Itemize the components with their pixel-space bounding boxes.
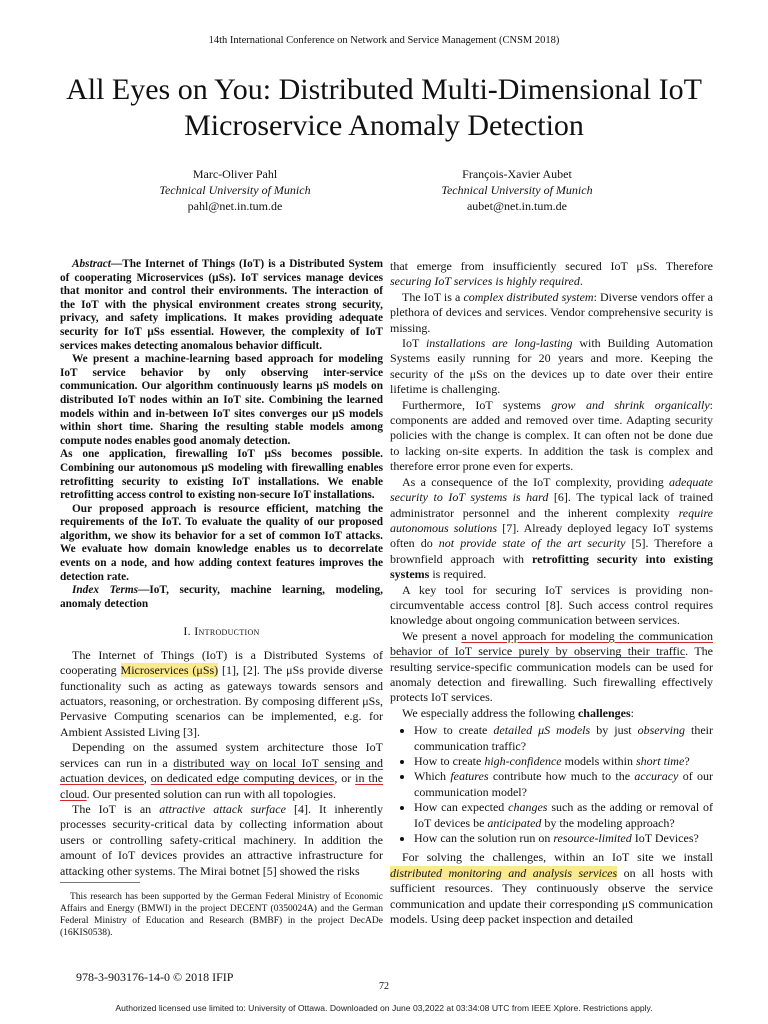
footnote [60, 891, 383, 939]
body-paragraph: IoT installations are long-lasting with Building Automation Systems easily running for 20 years and more. Keeping the security of the μSs on the devices up to date over their entire lifetime is challenging. [390, 336, 713, 397]
index-terms-label: Index Terms [72, 584, 139, 597]
challenges-list [390, 723, 713, 846]
list-item: • Which features contribute how much to the accuracy of our communication model? [414, 769, 713, 800]
highlighted-text: Microservices (μSs) [120, 663, 219, 678]
paper-title: All Eyes on You: Distributed Multi-Dimensional IoT Microservice Anomaly Detection [66, 73, 702, 142]
author-email: pahl@net.in.tum.de [187, 199, 283, 213]
footnote-divider [60, 882, 140, 883]
body-paragraph: We especially address the following challenges: [402, 705, 634, 720]
highlighted-text: distributed monitoring and analysis services [390, 865, 618, 880]
author-name: Marc-Oliver Pahl [192, 167, 278, 181]
isbn-copyright: 978-3-903176-14-0 © 2018 IFIP [76, 970, 234, 984]
author-affiliation: Technical University of Munich [441, 183, 593, 197]
index-terms: Index Terms—IoT, security, machine learning, modeling, anomaly detection [60, 584, 383, 610]
conference-header: 14th International Conference on Network and Service Management (CNSM 2018) [208, 35, 560, 46]
body-paragraph: Depending on the assumed system architecture those IoT services can run in a distributed way on local IoT sensing and actuation devices, on dedicated edge computing devices, or in the cloud. Our presented solution can run with all topologies. [60, 740, 384, 801]
footnote-text: This research has been supported by the German Federal Ministry of Economic Affairs and Energy (BMWI) in the project DECENT (0350024A) and the German Federal Ministry of Education and Research (BMBF) in the project DecADe (16KIS0538). [60, 892, 383, 938]
underlined-text: distributed way on local IoT sensing and actuation devices [60, 755, 383, 786]
abstract-paragraph: We present a machine-learning based approach for modeling IoT service behavior by only observing inter-service communication. Our algorithm continuously learns μS models on distributed IoT nodes within an IoT site. Combining the learned models within and in-between IoT sites converges our μS models within short time. Sharing the resulting stable models among compute nodes enables good anomaly detection. [60, 353, 383, 447]
abstract-paragraph: Abstract—The Internet of Things (IoT) is a Distributed System of cooperating Microservices (μSs). IoT services manage devices that monitor and control their environments. The interaction of the IoT with the physical environment creates strong security, privacy, and safety implications. It makes providing adequate security for IoT μSs essential. However, the complexity of IoT services makes detecting anomalous behavior difficult. [60, 258, 383, 352]
body-paragraph: A key tool for securing IoT services is providing non-circumventable access control [8]. Such access control requires knowledge about ongoing communication between services. [390, 582, 713, 628]
author-name: François-Xavier Aubet [462, 167, 572, 181]
body-paragraph: For solving the challenges, within an IoT site we install distributed monitoring and analysis services on all hosts with sufficient resources. They continuously observe the service communication and update their corresponding μS communication models. Using deep packet inspection and detailed [390, 850, 713, 927]
abstract [60, 258, 383, 611]
abstract-label: Abstract [72, 258, 111, 270]
author-affiliation: Technical University of Munich [159, 183, 311, 197]
left-column [60, 258, 383, 879]
right-column [390, 259, 713, 927]
author-block-2 [372, 166, 662, 214]
underlined-text: a novel approach for modeling the communication behavior of IoT service purely by observing their traffic [390, 628, 713, 659]
body-paragraph: Furthermore, IoT systems grow and shrink organically: components are added and removed over time. Adapting security policies with the change is complex. It can often not be done due to lacking on-site experts. In addition the task is complex and therefore error prone even for experts. [390, 397, 713, 474]
author-block-1 [90, 166, 380, 214]
list-item: • How can expected changes such as the adding or removal of IoT devices be anticipated by the modeling approach? [414, 800, 713, 831]
body-paragraph: We present a novel approach for modeling the communication behavior of IoT service purely by observing their traffic. The resulting service-specific communication models can be used for anomaly detection and firewalling. Such firewalling effectively protects IoT services. [390, 628, 713, 705]
list-item: • How to create high-confidence models within short time? [414, 754, 713, 769]
list-item: • How can the solution run on resource-limited IoT Devices? [414, 831, 713, 846]
abstract-paragraph: As one application, firewalling IoT μSs becomes possible. Combining our autonomous μS modeling with firewalling enables retrofitting security to existing IoT installations. We enable retrofitting access control to existing non-secure IoT installations. [60, 448, 383, 502]
underlined-text: in the cloud [60, 771, 384, 801]
abstract-paragraph: Our proposed approach is resource efficient, matching the requirements of the IoT. To evaluate the quality of our proposed algorithm, we show its behavior for a set of common IoT attacks. We evaluate how domain knowledge enables us to decorrelate events on a node, and how adding context features improves the detection rate. [60, 502, 383, 583]
body-paragraph: The IoT is an attractive attack surface [4]. It inherently processes security-critical data by collecting information about users or controlling safety-critical machinery. In addition the amount of IoT devices provides an attractive infrastructure for attacking other systems. The Mirai botnet [5] showed the risks [60, 801, 383, 878]
page-number: 72 [379, 981, 389, 992]
author-email: aubet@net.in.tum.de [466, 199, 568, 213]
license-notice: Authorized licensed use limited to: University of Ottawa. Downloaded on June 03,2022 at 03:34:08 UTC from IEEE Xplore. Restrictions apply. [115, 1003, 653, 1013]
list-item: • How to create detailed μS models by just observing their communication traffic? [414, 723, 713, 754]
body-paragraph: The IoT is a complex distributed system: Diverse vendors offer a plethora of devices and services. Vendor comprehensive security is missing. [390, 289, 713, 335]
body-paragraph: As a consequence of the IoT complexity, providing adequate security to IoT systems is hard [6]. The typical lack of trained administrator personnel and the inherent complexity require autonomous solutions [7]. Already deployed legacy IoT systems often do not provide state of the art security [5]. Therefore a brownfield approach with retrofitting security into existing systems is required. [390, 474, 714, 582]
underlined-text: on dedicated edge computing devices [150, 771, 335, 786]
body-paragraph: The Internet of Things (IoT) is a Distributed Systems of cooperating Microservices (μSs) [1], [2]. The μSs provide diverse functionality such as acting as gateways towards sensors and actuators, reasoning, or orchestration. By composing different μSs, Pervasive Computing scenarios can be implemented, e.g. for Ambient Assisted Living [3]. [60, 647, 383, 739]
body-paragraph: that emerge from insufficiently secured IoT μSs. Therefore securing IoT services is highly required. [390, 259, 713, 289]
section-heading: I. Introduction [183, 624, 260, 639]
